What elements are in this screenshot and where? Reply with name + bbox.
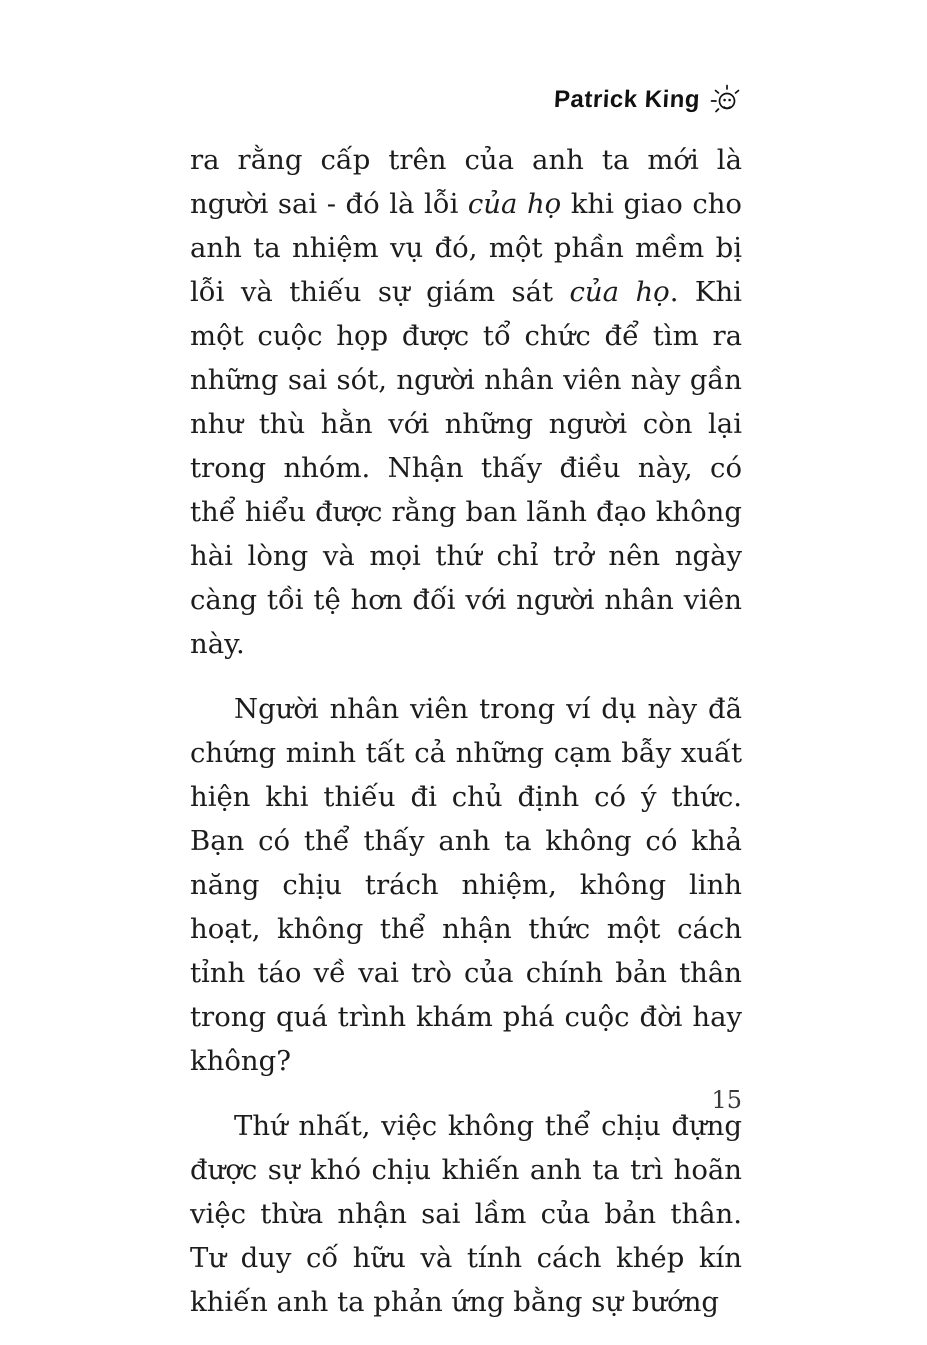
lightbulb-doodle-icon xyxy=(706,84,742,116)
paragraph xyxy=(190,1104,742,1324)
text-run: . Khi một cuộc họp được tổ chức để tìm ra những sai sót, người nhân viên này gần như thù hằn với những người còn lại trong nhóm. Nhận thấy điều này, có thể hiểu được rằng ban lãnh đạo không hài lòng và mọi thứ chỉ trở nên ngày càng tồi tệ hơn đối với người nhân viên này. xyxy=(190,276,742,660)
text-run: ra rằng cấp trên của anh ta mới là người sai - đó là lỗi xyxy=(190,144,742,220)
text-run: khi giao cho anh ta nhiệm vụ đó, một phần mềm bị lỗi và thiếu sự giám sát xyxy=(190,188,742,308)
paragraph xyxy=(190,687,742,1083)
paragraph xyxy=(190,138,742,666)
italic-text-run: của họ xyxy=(569,276,670,308)
text-run: Người nhân viên trong ví dụ này đã chứng minh tất cả những cạm bẫy xuất hiện khi thiếu đi chủ định có ý thức. Bạn có thể thấy anh ta không có khả năng chịu trách nhiệm, không linh hoạt, không thể nhận thức một cách tỉnh táo về vai trò của chính bản thân trong quá trình khám phá cuộc đời hay không? xyxy=(190,693,742,1077)
author-name: Patrick King xyxy=(553,86,701,113)
body-text xyxy=(190,138,742,1345)
page-number: 15 xyxy=(711,1086,742,1114)
italic-text-run: của họ xyxy=(467,188,562,220)
text-run: Thứ nhất, việc không thể chịu đựng được sự khó chịu khiến anh ta trì hoãn việc thừa nhận sai lầm của bản thân. Tư duy cố hữu và tính cách khép kín khiến anh ta phản ứng bằng sự bướng xyxy=(190,1110,742,1318)
running-header xyxy=(190,84,742,116)
